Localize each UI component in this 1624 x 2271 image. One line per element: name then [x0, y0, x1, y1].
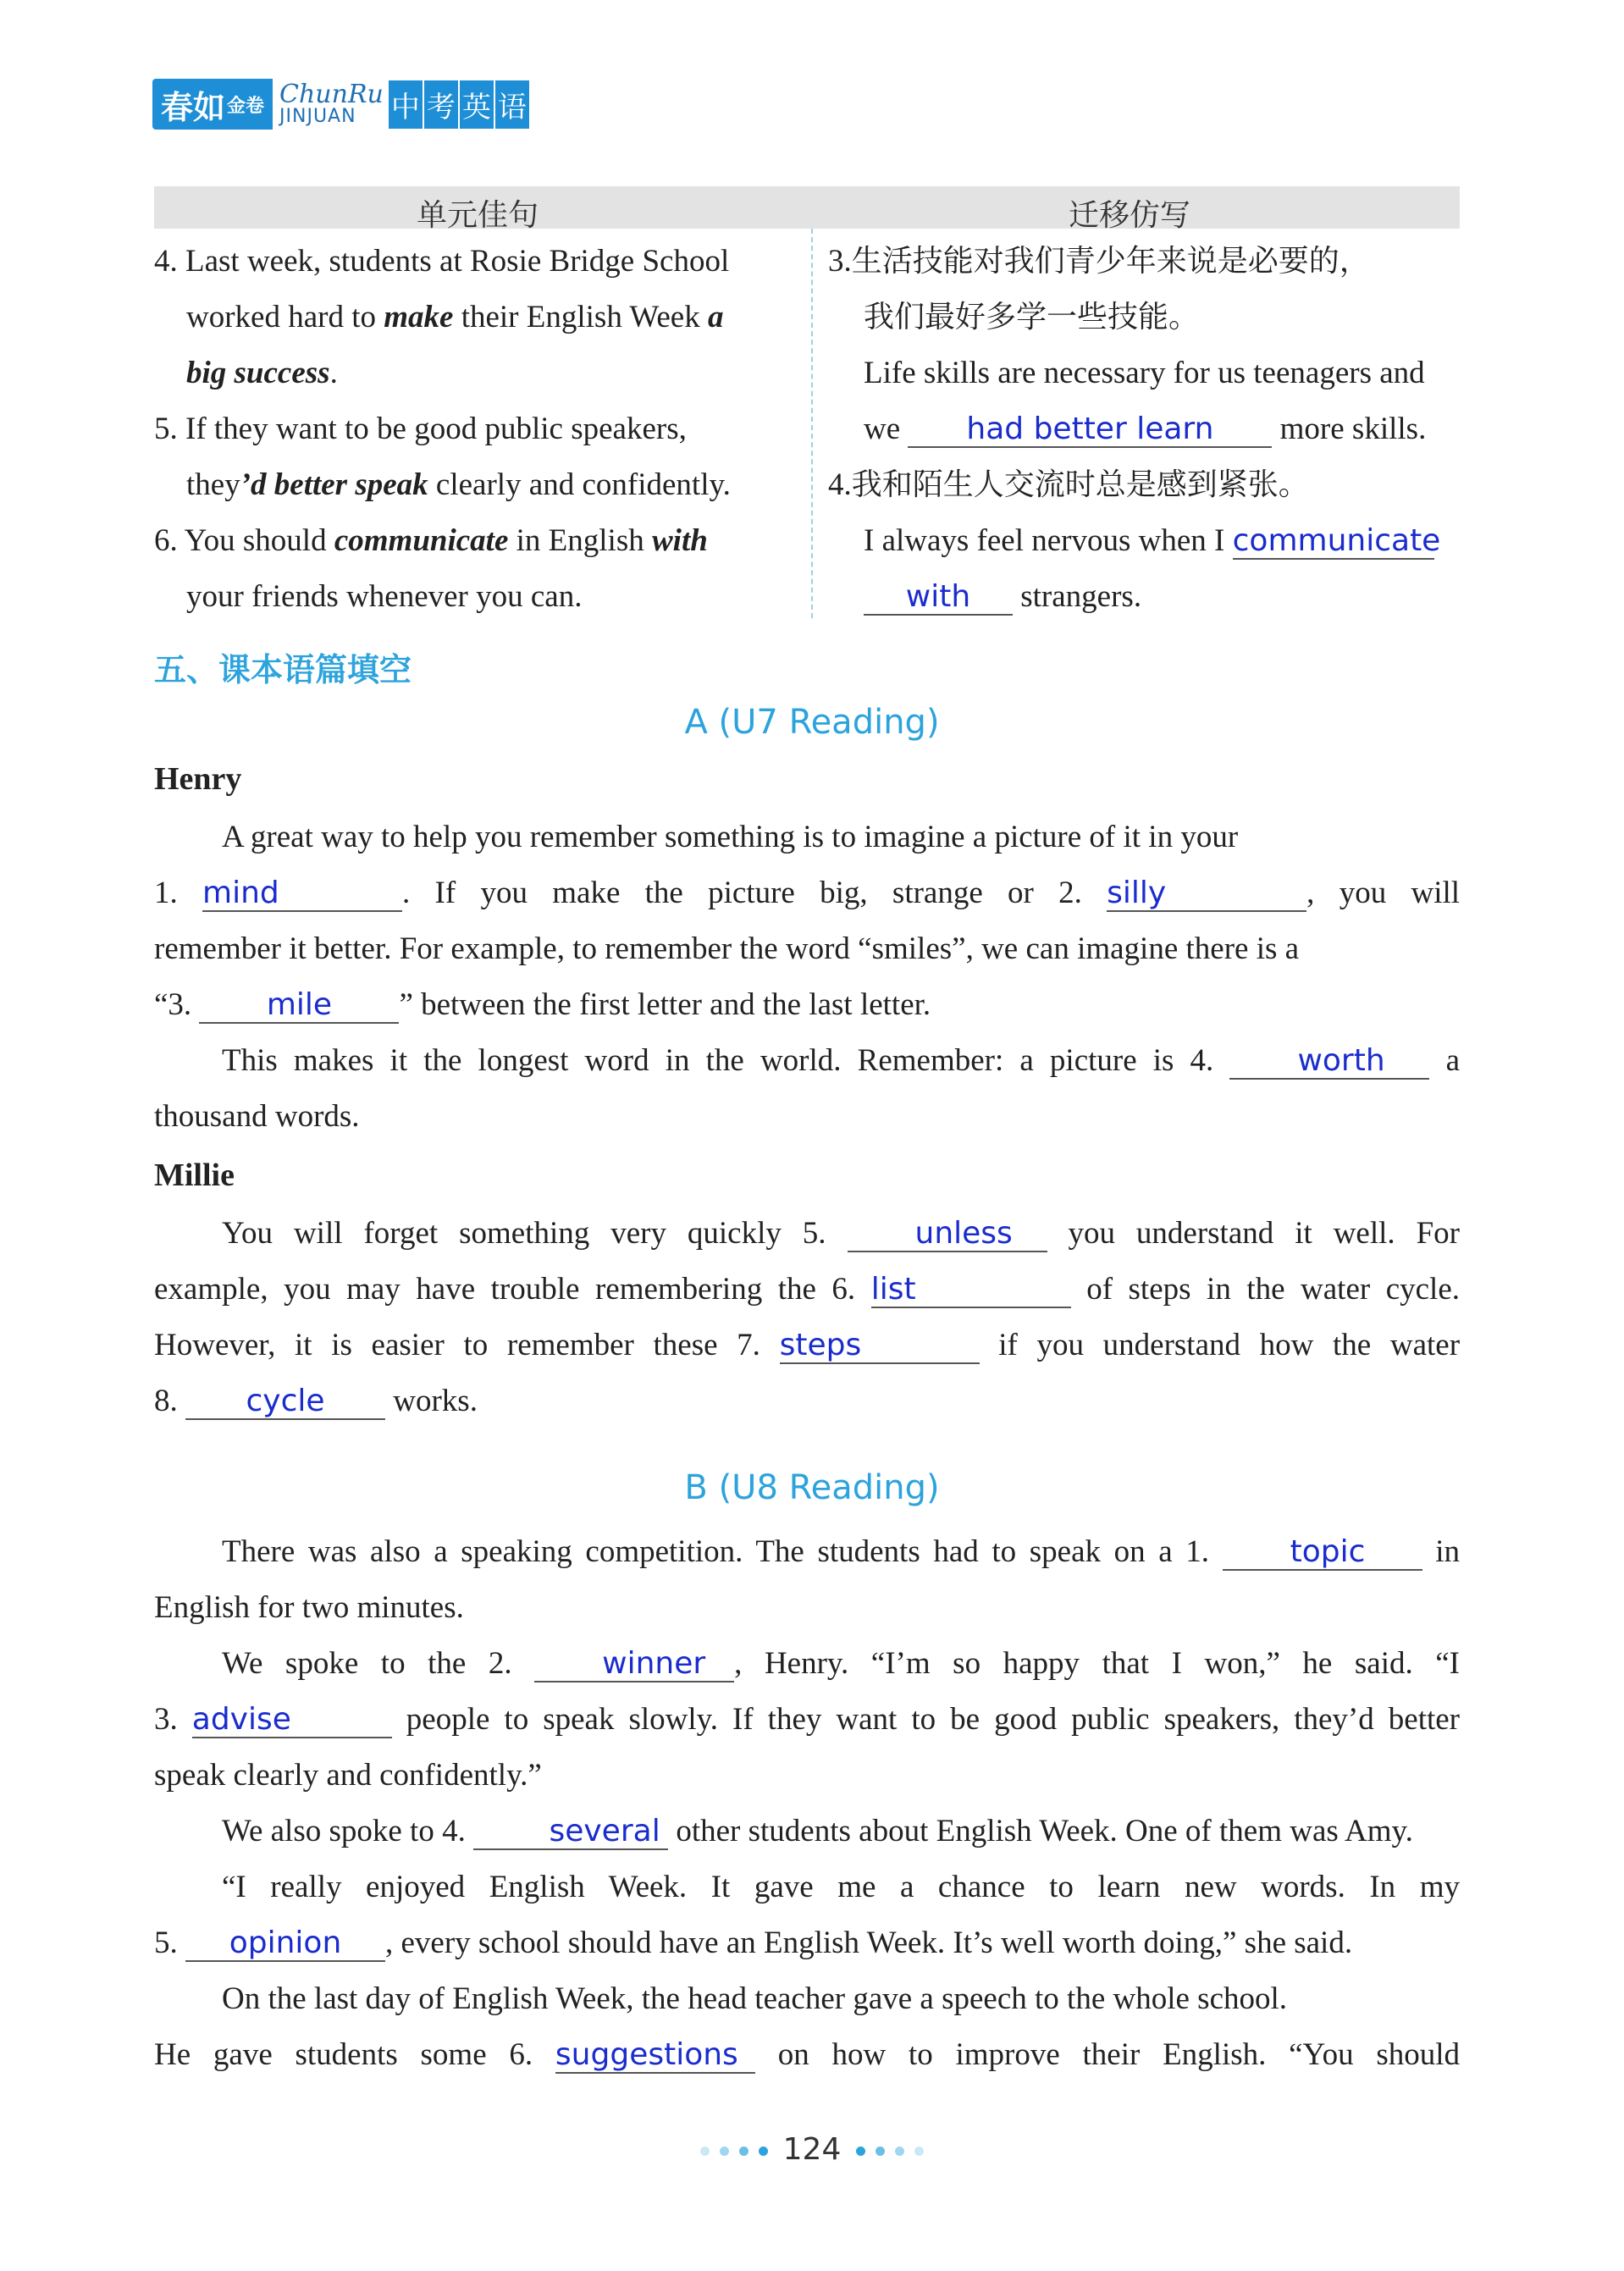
speaker-millie: Millie: [154, 1158, 235, 1193]
answer-blank[interactable]: worth: [1229, 1044, 1429, 1080]
answer-blank[interactable]: cycle: [185, 1384, 385, 1420]
passage-line: “I really enjoyed English Week. It gave me a chance to learn new words. In my: [222, 1870, 1460, 1904]
left-sentence-4-line1: 4. Last week, students at Rosie Bridge School: [154, 244, 730, 279]
decor-dot: [876, 2147, 885, 2156]
passage-line: remember it better. For example, to remember the word “smiles”, we can imagine there is a: [154, 931, 1300, 966]
speaker-henry: Henry: [154, 761, 242, 797]
left-sentence-5-line2: they’d better speak clearly and confidently.: [186, 467, 731, 502]
passage-line: However, it is easier to remember these 7. steps if you understand how the water: [154, 1328, 1461, 1362]
left-sentence-6-line1: 6. You should communicate in English with: [154, 523, 708, 558]
right-item-3-en2: we had better learn more skills.: [864, 412, 1427, 446]
answer-blank[interactable]: several: [473, 1815, 668, 1850]
answer-blank[interactable]: silly: [1107, 876, 1306, 912]
decor-dot: [739, 2147, 748, 2156]
answer-blank[interactable]: mind: [202, 876, 402, 912]
answer-blank[interactable]: topic: [1223, 1535, 1422, 1571]
passage-line: example, you may have trouble remembering the 6. list of steps in the water cycle.: [154, 1272, 1460, 1307]
decor-dot: [856, 2147, 865, 2156]
right-item-3-cn2: 我们最好多学一些技能。: [864, 300, 1200, 334]
right-item-4-en1: I always feel nervous when I communicate: [864, 523, 1441, 558]
answer-blank[interactable]: winner: [534, 1647, 734, 1683]
left-sentence-5-line1: 5. If they want to be good public speakers,: [154, 412, 687, 446]
passage-line: “3. mile ” between the first letter and the last letter.: [154, 987, 931, 1022]
answer-blank[interactable]: had better learn: [908, 412, 1272, 448]
section-title: 五、课本语篇填空: [154, 651, 412, 688]
passage-line: speak clearly and confidently.”: [154, 1758, 542, 1793]
brand-name: ChunRu JINJUAN: [279, 80, 384, 127]
henry-passage: [154, 809, 1460, 1145]
passage-line: We spoke to the 2. winner , Henry. “I’m so happy that I won,” he said. “I: [222, 1646, 1461, 1681]
brand-logo: 春如 金卷: [152, 79, 273, 130]
left-sentence-4-line2: worked hard to make their English Week a: [186, 300, 724, 334]
right-item-4-cn: 4.我和陌生人交流时总是感到紧张。: [828, 467, 1309, 502]
page-number: 124: [782, 2132, 842, 2167]
answer-blank[interactable]: mile: [199, 988, 399, 1024]
answer-blank[interactable]: opinion: [185, 1926, 385, 1962]
right-item-3-cn1: 3.生活技能对我们青少年来说是必要的，: [828, 244, 1370, 279]
answer-blank[interactable]: suggestions: [555, 2038, 755, 2074]
table-header: [154, 186, 1460, 233]
decor-dot: [759, 2147, 768, 2156]
answer-blank[interactable]: steps: [780, 1329, 980, 1364]
part-b-passage: [154, 1524, 1460, 2083]
subject-tag: 中 考 英 语: [387, 80, 529, 129]
table-divider: [811, 229, 813, 618]
decor-dot: [700, 2147, 710, 2156]
passage-line: 1. mind . If you make the picture big, strange or 2. silly , you will: [154, 876, 1461, 910]
left-sentence-6-line2: your friends whenever you can.: [186, 579, 583, 614]
col-header-sentences: 单元佳句: [417, 198, 539, 233]
passage-line: A great way to help you remember something is to imagine a picture of it in your: [222, 820, 1239, 854]
part-b-title: B (U8 Reading): [684, 1468, 940, 1507]
passage-line: This makes it the longest word in the world. Remember: a picture is 4. worth a: [222, 1043, 1460, 1078]
passage-line: thousand words.: [154, 1099, 360, 1134]
answer-blank[interactable]: communicate: [1232, 523, 1441, 558]
passage-line: On the last day of English Week, the head teacher gave a speech to the whole school.: [222, 1981, 1288, 2016]
passage-line: You will forget something very quickly 5. unless you understand it well. For: [222, 1216, 1461, 1251]
passage-line: 8. cycle works.: [154, 1384, 478, 1418]
page-footer: [0, 2132, 1624, 2167]
decor-dot: [720, 2147, 729, 2156]
answer-blank[interactable]: unless: [848, 1217, 1047, 1252]
decor-dot: [914, 2147, 924, 2156]
left-sentence-4-line3: big success.: [186, 356, 338, 390]
answer-blank[interactable]: with: [864, 580, 1013, 616]
brand-header: [152, 75, 529, 134]
millie-passage: [154, 1206, 1460, 1429]
passage-line: He gave students some 6. suggestions on how to improve their English. “You should: [154, 2037, 1461, 2072]
right-item-4-en2: with strangers.: [864, 569, 1141, 625]
answer-blank[interactable]: advise: [192, 1703, 392, 1738]
passage-line: 3. advise people to speak slowly. If they want to be good public speakers, they’d better: [154, 1702, 1460, 1737]
col-header-imitation: 迁移仿写: [1069, 198, 1191, 233]
decor-dot: [895, 2147, 904, 2156]
answer-blank[interactable]: list: [871, 1273, 1071, 1308]
right-item-3-en1: Life skills are necessary for us teenagers and: [864, 356, 1425, 390]
passage-line: English for two minutes.: [154, 1590, 464, 1625]
passage-line: There was also a speaking competition. The students had to speak on a 1. topic in: [222, 1534, 1460, 1569]
passage-line: We also spoke to 4. several other students about English Week. One of them was Amy.: [222, 1814, 1413, 1848]
part-a-title: A (U7 Reading): [684, 703, 940, 742]
passage-line: 5. opinion , every school should have an English Week. It’s well worth doing,” she said.: [154, 1926, 1353, 1960]
